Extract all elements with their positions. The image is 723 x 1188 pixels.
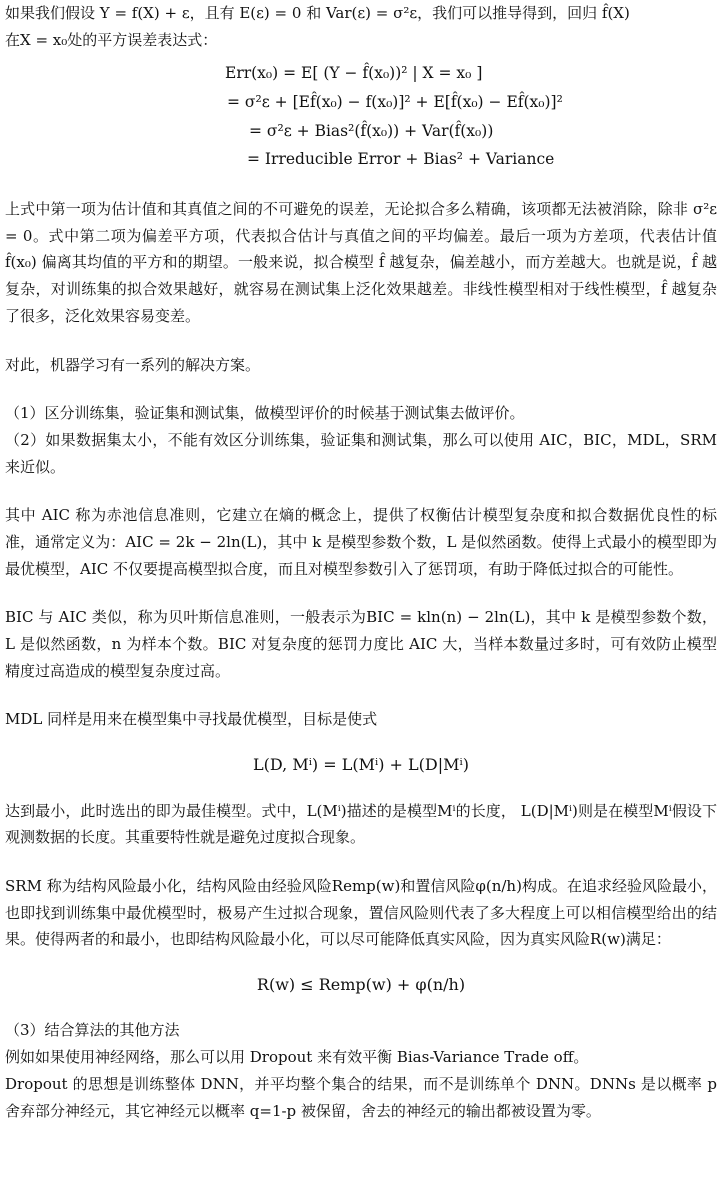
intro-line-1: 如果我们假设 Y = f(X) + ε，且有 E(ε) = 0 和 Var(ε) = σ²ε，我们可以推导得到，回归 f̂(X) <box>5 4 630 22</box>
mdl-intro: MDL 同样是用来在模型集中寻找最优模型，目标是使式 <box>5 710 378 729</box>
mdl-paragraph: 达到最小，此时选出的即为最佳模型。式中，L(Mⁱ)描述的是模型Mⁱ的长度， L(D|Mⁱ)则是在模型Mⁱ假设下观测数据的长度。其重要特性就是避免过度拟合现象。 <box>5 801 717 847</box>
list-item-3: （3）结合算法的其他方法 <box>5 1021 180 1040</box>
equation-line: Err(x₀) = E[ (Y − f̂(x₀))² | X = x₀ ] <box>225 64 483 83</box>
equation-line: = σ²ε + Bias²(f̂(x₀)) + Var(f̂(x₀)) <box>249 121 494 140</box>
list-item-2: （2）如果数据集太小，不能有效区分训练集，验证集和测试集，那么可以使用 AIC，BIC，MDL，SRM 来近似。 <box>5 430 717 476</box>
equation-line: = Irreducible Error + Bias² + Variance <box>247 150 555 169</box>
bic-paragraph: BIC 与 AIC 类似，称为贝叶斯信息准则，一般表示为BIC = kln(n) − 2ln(L)，其中 k 是模型参数个数，L 是似然函数，n 为样本个数。BIC 对复杂度的惩罚力度比 AIC 大，当样本数量过多时，可有效防止模型精度过高造成的模型复杂度过高。 <box>5 608 717 680</box>
intro-line-2: 在X = x₀处的平方误差表达式： <box>5 30 218 49</box>
equation-line: = σ²ε + [Ef̂(x₀) − f(x₀)]² + E[f̂(x₀) − Ef̂(x₀)]² <box>227 93 563 112</box>
dropout-paragraph: Dropout 的思想是训练整体 DNN，并平均整个集合的结果，而不是训练单个 DNN。DNNs 是以概率 p 舍弃部分神经元，其它神经元以概率 q=1-p 被保留，舍去的神经元的输出都被设置为零。 <box>5 1074 717 1120</box>
srm-paragraph: SRM 称为结构风险最小化，结构风险由经验风险Remp(w)和置信风险φ(n/h)构成。在追求经验风险最小，也即找到训练集中最优模型时，极易产生过拟合现象，置信风险则代表了多大程度上可以相信模型给出的结果。使得两者的和最小，也即结构风险最小化，可以尽可能降低真实风险，因为真实风险R(w)满足： <box>5 876 717 949</box>
aic-paragraph: 其中 AIC 称为赤池信息准则，它建立在熵的概念上，提供了权衡估计模型复杂度和拟合数据优良性的标准，通常定义为：AIC = 2k − 2ln(L)，其中 k 是模型参数个数，L 是似然函数。使得上式最小的模型即为最优模型，AIC 不仅要提高模型拟合度，而且对模型参数引入了惩罚项，有助于降低过拟合的可能性。 <box>5 506 717 578</box>
bias-variance-paragraph: 上式中第一项为估计值和其真值之间的不可避免的误差，无论拟合多么精确，该项都无法被消除，除非 σ²ε = 0。式中第二项为偏差平方项，代表拟合估计与真值之间的平均偏差。最后一项为方差项，代表估计值 f̂(x₀) 偏离其均值的平方和的期望。一般来说，拟合模型 f̂ 越复杂，偏差越小，而方差越大。也就是说，f̂ 越复杂，对训练集的拟合效果越好，就容易在测试集上泛化效果越差。非线性模型相对于线性模型，f̂ 越复杂了很多，泛化效果容易变差。 <box>5 200 717 325</box>
list-item-1: （1）区分训练集，验证集和测试集，做模型评价的时候基于测试集去做评价。 <box>5 404 525 423</box>
srm-equation: R(w) ≤ Remp(w) + φ(n/h) <box>256 974 466 994</box>
error-decomposition-equations <box>5 59 717 174</box>
solutions-intro: 对此，机器学习有一系列的解决方案。 <box>5 355 261 374</box>
mdl-equation: L(D, Mⁱ) = L(Mⁱ) + L(D|Mⁱ) <box>253 755 469 775</box>
dropout-line-1: 例如如果使用神经网络，那么可以用 Dropout 来有效平衡 Bias-Variance Trade off。 <box>5 1048 589 1067</box>
